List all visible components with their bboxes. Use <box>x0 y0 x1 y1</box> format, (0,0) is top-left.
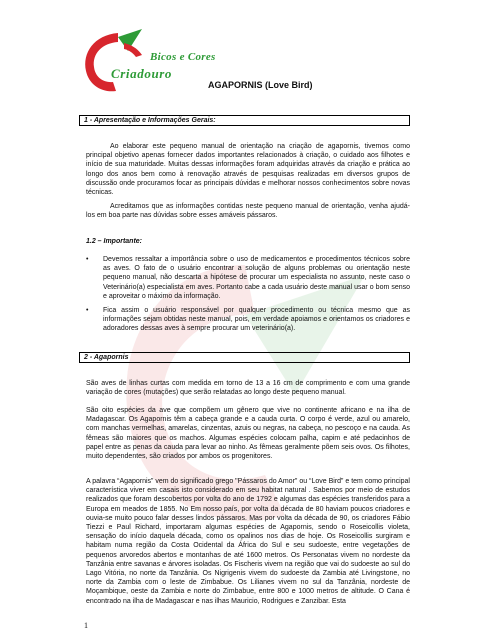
bullet-text: Fica assim o usuário responsável por qualquer procedimento ou técnica mesmo que as informações sejam obtidas neste manual, pois, em verdade apoiamos e orientamos os criadores e adoradores dessas aves à sempre procurar um veterinário(a). <box>103 307 410 333</box>
logo-text-criadouro: Criadouro <box>111 66 173 81</box>
bullet-icon: • <box>86 307 89 314</box>
page-number: 1 <box>84 621 88 630</box>
paragraph-intro: Ao elaborar este pequeno manual de orientação na criação de agapornis, tivemos como principal objetivo apenas fornecer dados importantes relacionados à criação, o cuidado aos filhotes e início de sua maturidade. Muitas dessas informações foram adquiridas através da criação e prática ao longo dos anos bem como à renovação através de pesquisas realizadas em diversos grupos de discussão onde procuramos focar as principais dúvidas e melhorar nossos conhecimentos sobre novas técnicas. <box>86 143 410 197</box>
paragraph-description: São aves de linhas curtas com medida em torno de 13 a 16 cm de comprimento e com uma grande variação de cores (mutações) que serão relatadas ao longo deste pequeno manual. <box>86 380 410 397</box>
paragraph-species: São oito espécies da ave que compõem um gênero que vive no continente africano e na ilha de Madagascar. Os Agapornis têm a cabeça grande e a cauda curta. O corpo é verde, azul ou amarelo, com manchas vermelhas, amarelas, cinzentas, azuis ou negras, na cabeça, no pescoço e na cauda. As fêmeas são maiores que os machos. Algumas espécies colocam palha, capim e até pedacinhos de papel entre as penas da cauda para levar ao ninho. As fêmeas geralmente põem seis ovos. Os filhotes, muito dependentes, são criados por ambos os progenitores. <box>86 407 410 461</box>
paragraph-believe: Acreditamos que as informações contidas neste pequeno manual de orientação, venha ajudá-los em boa parte nas dúvidas sobre esses amáveis pássaros. <box>86 203 410 220</box>
bullet-icon: • <box>86 256 89 263</box>
logo-text-bicos-e-cores: Bicos e Cores <box>150 51 216 63</box>
paragraph-history: A palavra “Agapornis” vem do significado grego "Pássaros do Amor" ou “Love Bird” e tem como principal característica viver em casais isto considerado em seu habitat natural . Sabemos por meio de estudos realizados que foram descobertos por volta do ano de 1792 e algumas das espécies transferidos para a Europa em meados de 1855. No Em nosso país, por volta da década de 80 haviam poucos criadores e ouvia-se muito pouco falar desses lindos pássaros. Mas por volta da década de 90, os criadores Fábio Tiezzi e Paul Richard, importaram algumas espécies de Agapornis, sendo o Roseicollis violeta, sensação do início daquela década, como os opalinos nos dias de hoje. Os Roseicollis surgiram e habitam numa região da Costa Ocidental da África do Sul e seu sudoeste, entre vegetações de pequenos arvoredos abertos e montanhas de até 1600 metros. Os Personatas vivem no nordeste da Tanzânia entre savanas e árvores isoladas. Os Fischeris vivem na região que vai do sudoeste ao sul do Lago Vitória, no norte da Tanzânia. Os Nigrigenis vivem do sudoeste da Zambia até Livingstone, no norte da Zambia com o leste de Zimbabue. Os Lilianes vivem no sul da Tanzânia, nordeste de Moçambique, oeste da Zambia e norte do Zimbabue, entre 800 e 1000 metros de altitude. O Cana é encontrado na ilha de Madagascar e nas ilhas Mauricio, Rodrigues e Zanzibar. Esta <box>86 478 410 605</box>
section-heading-1: 1 - Apresentação e Informações Gerais: <box>79 115 410 126</box>
bullet-text: Devemos ressaltar a importância sobre o uso de medicamentos e procedimentos técnicos sobre as aves. O fato de o usuário encontrar a solução de alguns problemas ou orientação neste pequeno manual, não descarta a hipótese de procurar um especialista no assunto, neste caso o Veterinário(a) especialista em aves. Portanto cabe a cada usuário deste manual usar o bom senso e aproveitar o máximo da informação. <box>103 256 410 300</box>
document-title: AGAPORNIS (Love Bird) <box>208 80 313 90</box>
subsection-heading-important: 1.2 – Importante: <box>86 238 143 245</box>
section-heading-2: 2 - Agapornis <box>79 352 410 363</box>
